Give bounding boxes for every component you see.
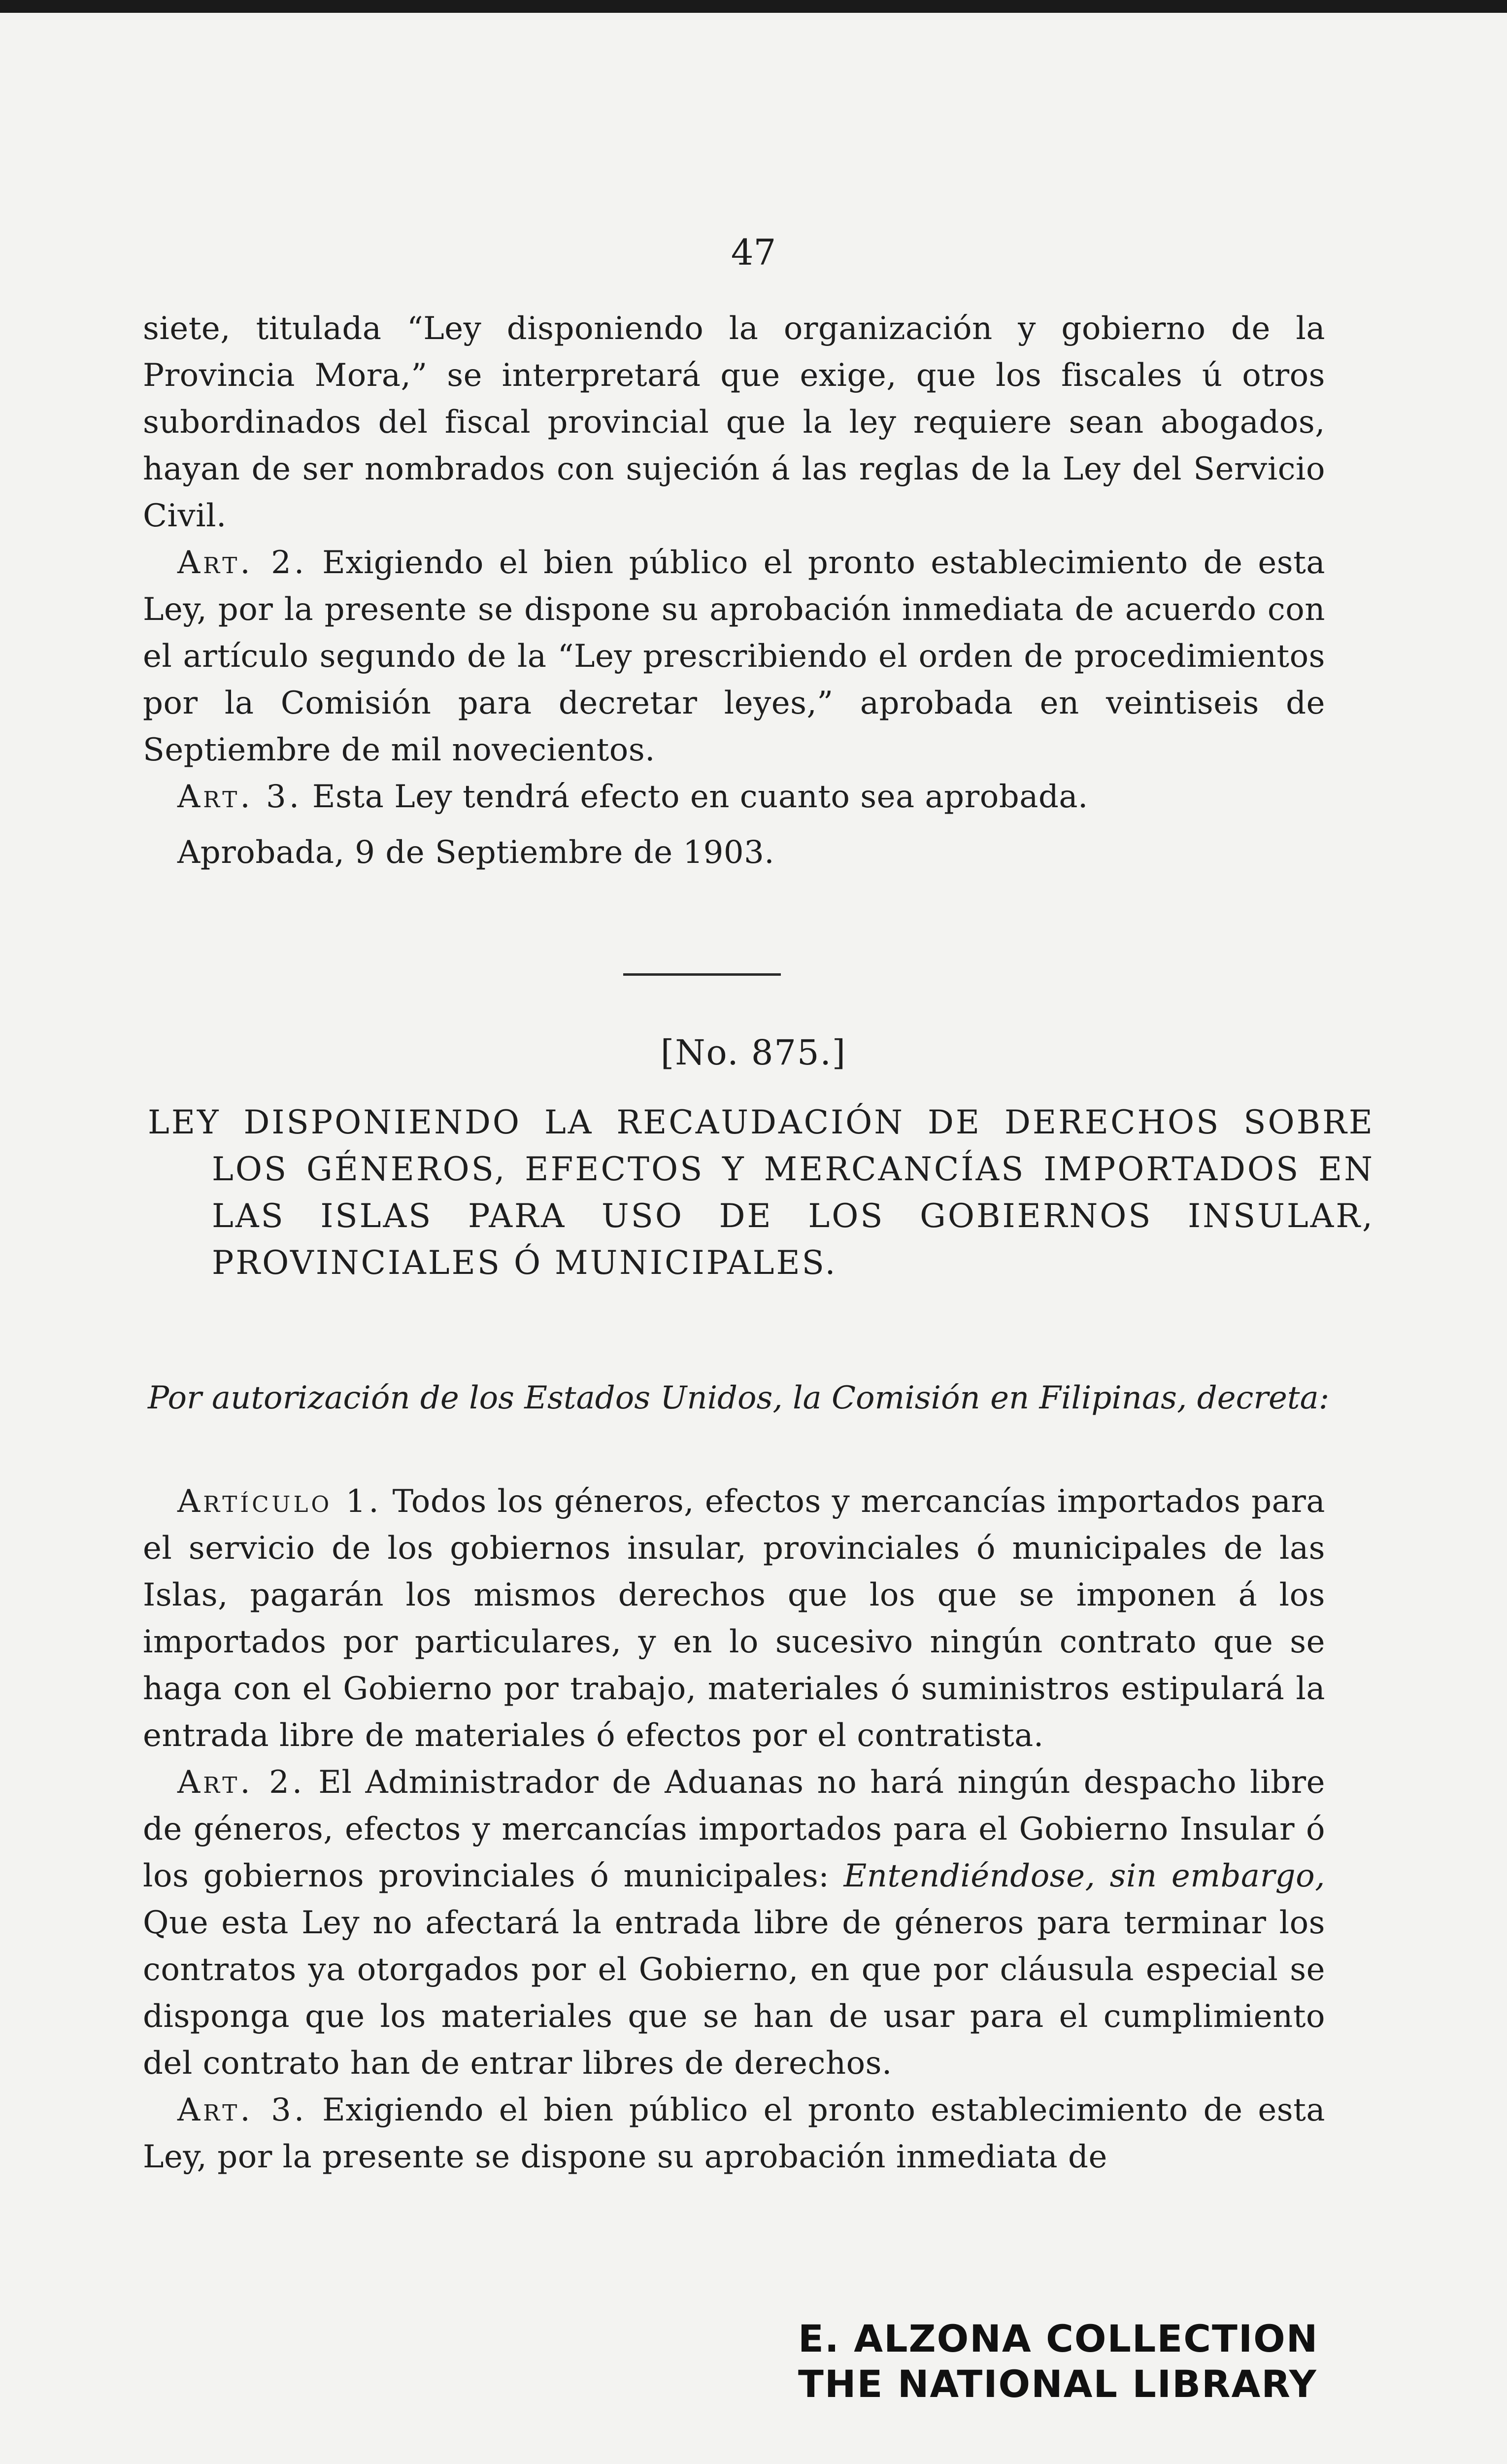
- article-2-paragraph: [143, 1759, 1325, 2087]
- article-text: Que esta Ley no afectará la entrada libre de géneros para terminar los contratos ya otorgados por el Gobierno, en que por cláusula especial se disponga que los materiales que se han de usar para el cumplimiento del contrato han de entrar libres de derechos.: [143, 1905, 1325, 2082]
- law-number: [No. 875.]: [660, 1032, 847, 1073]
- stamp-line-1: E. ALZONA COLLECTION: [798, 2317, 1319, 2361]
- library-stamp: [798, 2316, 1360, 2407]
- stamp-line-2: THE NATIONAL LIBRARY: [798, 2362, 1317, 2406]
- paragraph-continuation: siete, titulada “Ley disponiendo la organización y gobierno de la Provincia Mora,” se interpretará que exige, que los fiscales ú otros subordinados del fiscal provincial que la ley requiere sean abogados, hayan de ser nombrados con sujeción á las reglas de la Ley del Servicio Civil.: [143, 310, 1325, 534]
- law-title: LEY DISPONIENDO LA RECAUDACIÓN DE DERECHOS SOBRE LOS GÉNEROS, EFECTOS Y MERCANCÍAS IMPORTADOS EN LAS ISLAS PARA USO DE LOS GOBIERNOS INSULAR, PROVINCIALES Ó MUNICIPALES.: [148, 1103, 1374, 1282]
- article-label: Art. 3.: [177, 779, 302, 815]
- article-2-paragraph: [143, 540, 1325, 774]
- continued-law-text: [143, 306, 1325, 876]
- article-text: Exigiendo el bien público el pronto establecimiento de esta Ley, por la presente se dispone su aprobación inmediata de: [143, 2092, 1325, 2175]
- article-text: Esta Ley tendrá efecto en cuanto sea aprobada.: [302, 779, 1088, 815]
- article-1-paragraph: [143, 1478, 1325, 1759]
- proviso-italic: Entendiéndose, sin embargo,: [843, 1858, 1325, 1894]
- article-3-paragraph: [143, 774, 1325, 821]
- article-label: Art. 3.: [177, 2092, 307, 2128]
- section-divider: [623, 973, 781, 976]
- article-text: Exigiendo el bien público el pronto establecimiento de esta Ley, por la presente se dispone su aprobación inmediata de acuerdo con el artículo segundo de la “Ley prescribiendo el orden de procedimientos por la Comisión para decretar leyes,” aprobada en veintiseis de Septiembre de mil novecientos.: [143, 545, 1325, 768]
- article-text: Todos los géneros, efectos y mercancías importados para el servicio de los gobiernos insular, provinciales ó municipales de las Islas, pagarán los mismos derechos que los que se imponen á los importados por particulares, y en lo sucesivo ningún contrato que se haga con el Gobierno por trabajo, materiales ó suministros estipulará la entrada libre de materiales ó efectos por el contratista.: [143, 1483, 1326, 1754]
- article-text: El Administrador de Aduanas no hará ningún despacho libre de géneros, efectos y mercancías importados para el Gobierno Insular ó los gobiernos provinciales ó municipales:: [143, 1764, 1326, 1894]
- scan-top-edge: [0, 0, 1507, 13]
- approval-date: Aprobada, 9 de Septiembre de 1903.: [177, 834, 775, 871]
- article-3-paragraph: [143, 2087, 1325, 2181]
- article-label: Art. 2.: [177, 545, 307, 581]
- enacting-clause: Por autorización de los Estados Unidos, la Comisión en Filipinas, decreta:: [148, 1380, 1330, 1416]
- law-body: [143, 1478, 1325, 2181]
- article-label: Art. 2.: [177, 1764, 305, 1801]
- article-label: Artículo 1.: [177, 1483, 382, 1520]
- page-number: 47: [731, 232, 776, 273]
